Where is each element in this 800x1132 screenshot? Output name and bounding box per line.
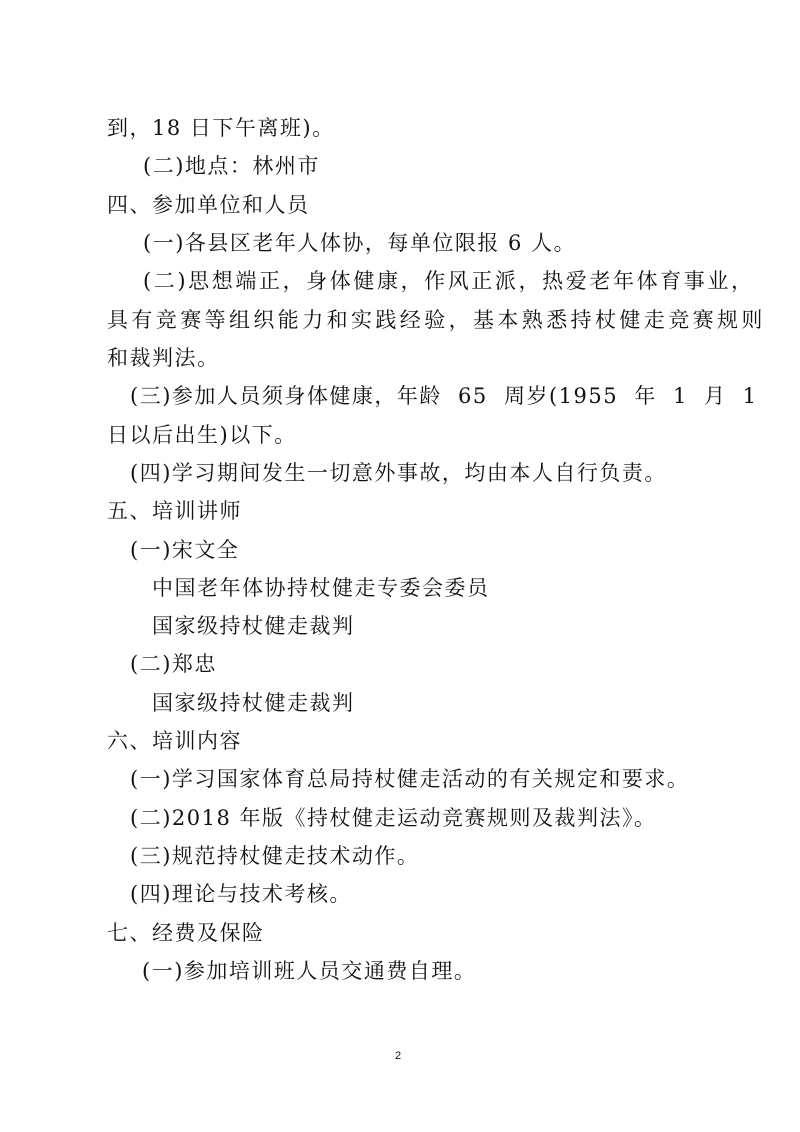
paragraph-line: (四)理论与技术考核。 <box>130 882 352 906</box>
paragraph-line: (二)地点：林州市 <box>143 154 320 178</box>
section-heading: 七、经费及保险 <box>107 921 265 945</box>
section-heading: 六、培训内容 <box>107 729 242 753</box>
paragraph-line: (四)学习期间发生一切意外事故，均由本人自行负责。 <box>130 461 667 485</box>
paragraph-line: (二)2018 年版《持杖健走运动竞赛规则及裁判法》。 <box>130 806 657 830</box>
paragraph-line: (二)思想端正，身体健康，作风正派，热爱老年体育事业， <box>143 269 755 293</box>
paragraph-line: 具有竞赛等组织能力和实践经验，基本熟悉持杖健走竞赛规则 <box>107 308 766 332</box>
paragraph-line: 到，18 日下午离班)。 <box>107 116 335 140</box>
paragraph-line: (一)宋文全 <box>130 538 240 562</box>
paragraph-line: 国家级持杖健走裁判 <box>152 691 355 715</box>
paragraph-line: (一)参加培训班人员交通费自理。 <box>142 959 477 983</box>
paragraph-line: 中国老年体协持杖健走专委会委员 <box>152 576 490 600</box>
paragraph-line: 日以后出生)以下。 <box>107 423 297 447</box>
paragraph-line: (三)参加人员须身体健康，年龄 65 周岁(1955 年 1 月 1 <box>130 384 758 408</box>
page-number: 2 <box>395 1050 402 1062</box>
paragraph-line: 国家级持杖健走裁判 <box>152 614 355 638</box>
paragraph-line: (三)规范持杖健走技术动作。 <box>130 844 420 868</box>
paragraph-line: (一)学习国家体育总局持杖健走活动的有关规定和要求。 <box>130 767 690 791</box>
paragraph-line: (二)郑忠 <box>130 652 217 676</box>
paragraph-line: 和裁判法。 <box>107 346 220 370</box>
paragraph-line: (一)各县区老年人体协，每单位限报 6 人。 <box>143 231 577 255</box>
section-heading: 五、培训讲师 <box>107 499 242 523</box>
section-heading: 四、参加单位和人员 <box>107 193 310 217</box>
